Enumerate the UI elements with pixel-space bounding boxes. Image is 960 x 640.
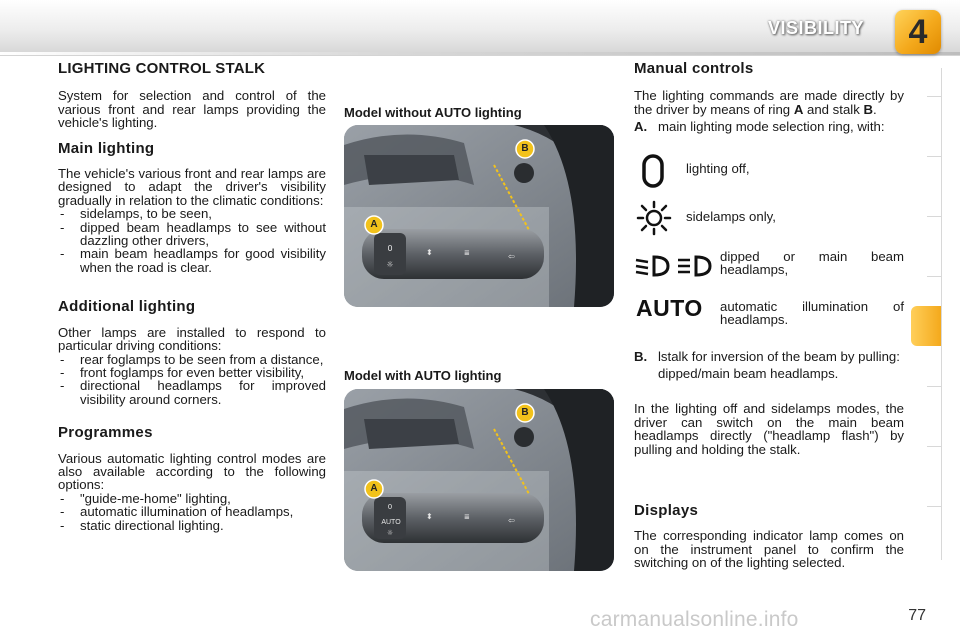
mode-sidelamps: sidelamps only, (634, 198, 904, 250)
displays-heading: Displays (634, 502, 699, 520)
side-tab[interactable] (927, 386, 941, 387)
side-tab[interactable] (927, 156, 941, 157)
main-lighting-heading: Main lighting (58, 139, 155, 157)
stalk-b-sub: dipped/main beam headlamps. (658, 366, 839, 382)
side-tab[interactable] (927, 506, 941, 507)
marker-b-label: B (521, 143, 529, 155)
page-title: LIGHTING CONTROL STALK (58, 60, 266, 77)
list-item: - rear foglamps to be seen from a distance, (58, 353, 326, 366)
ring-a-description: A. main lighting mode selection ring, with: (634, 119, 885, 135)
stalk-illustration-auto (344, 389, 614, 571)
intro-paragraph: System for selection and control of the various front and rear lamps providing the vehicle's lighting. (58, 88, 326, 131)
sidelamps-icon (636, 200, 672, 236)
svg-text:≣: ≣ (464, 512, 470, 521)
side-tab[interactable] (927, 216, 941, 217)
stalk-illustration (344, 125, 614, 307)
svg-text:⇦: ⇦ (508, 252, 515, 262)
marker-a-label: A (370, 482, 378, 494)
svg-text:⬍: ⬍ (426, 511, 433, 521)
list-item: - "guide-me-home" lighting, (58, 492, 326, 505)
right-column (634, 62, 904, 582)
mode-lighting-off: lighting off, (634, 154, 904, 198)
watermark: carmanualsonline.info (590, 608, 799, 631)
left-column (58, 62, 326, 532)
svg-text:0: 0 (387, 244, 393, 254)
stalk-b-description: B. lstalk for inversion of the beam by pulling: (634, 348, 900, 364)
list-item: - front foglamps for even better visibility, (58, 366, 326, 379)
svg-text:☼: ☼ (386, 528, 394, 537)
list-item: - directional headlamps for improved visibility around corners. (58, 379, 326, 406)
middle-column (344, 62, 616, 571)
marker-b-label: B (521, 406, 529, 418)
ring-auto-label: AUTO (381, 518, 401, 526)
list-item: - static directional lighting. (58, 519, 326, 532)
mode-dipped-main: dipped or main beam headlamps, (634, 250, 904, 300)
additional-lighting-list (58, 353, 326, 407)
dipped-beam-icon (634, 254, 670, 278)
main-lighting-text: The vehicle's various front and rear lamps are designed to adapt the driver's visibility gradually in relation to the climatic conditions: (58, 166, 326, 208)
additional-lighting-text: Other lamps are installed to respond to particular driving conditions: (58, 324, 326, 354)
headlamp-flash-text: In the lighting off and sidelamps modes, the driver can switch on the main beam headlamps directly ("headlamp flash") by pulling and holding the stalk. (634, 401, 904, 457)
programmes-text: Various automatic lighting control modes are also available according to the following options: (58, 450, 326, 493)
programmes-heading: Programmes (58, 424, 153, 442)
programmes-list (58, 492, 326, 532)
additional-lighting-heading: Additional lighting (58, 298, 196, 316)
stalk-image-without-auto (344, 125, 614, 307)
list-item: - automatic illumination of headlamps, (58, 505, 326, 518)
manual-controls-heading: Manual controls (634, 60, 754, 77)
auto-icon: AUTO (636, 294, 703, 321)
svg-text:☼: ☼ (386, 260, 394, 270)
mode-auto: AUTO automatic illumination of headlamps. (636, 294, 904, 328)
list-item: - sidelamps, to be seen, (58, 207, 326, 220)
svg-text:⇦: ⇦ (508, 515, 515, 525)
displays-text: The corresponding indicator lamp comes on on the instrument panel to confirm the switching on of the lighting selected. (634, 528, 904, 571)
stalk-image-with-auto (344, 389, 614, 571)
header-divider (0, 52, 960, 55)
caption-without-auto: Model without AUTO lighting (344, 105, 522, 120)
manual-controls-intro: The lighting commands are made directly by the driver by means of ring A and stalk B. (634, 88, 904, 117)
page-number: 77 (908, 607, 926, 624)
caption-with-auto: Model with AUTO lighting (344, 368, 502, 384)
main-beam-icon (676, 254, 712, 278)
svg-text:≣: ≣ (464, 249, 470, 258)
side-tab[interactable] (927, 96, 941, 97)
main-lighting-list (58, 207, 326, 274)
marker-a-label: A (370, 219, 378, 231)
side-tab[interactable] (927, 276, 941, 277)
list-item: - main beam headlamps for good visibility when the road is clear. (58, 247, 326, 274)
side-tab-strip (927, 68, 942, 560)
svg-text:⬍: ⬍ (426, 248, 433, 258)
chapter-badge: 4 (895, 10, 941, 54)
lighting-off-icon (642, 154, 664, 188)
side-tab-active[interactable] (911, 306, 941, 346)
list-item: - dipped beam headlamps to see without dazzling other drivers, (58, 221, 326, 248)
svg-text:0: 0 (387, 502, 393, 511)
side-tab[interactable] (927, 446, 941, 447)
section-title: VISIBILITY (767, 18, 864, 38)
